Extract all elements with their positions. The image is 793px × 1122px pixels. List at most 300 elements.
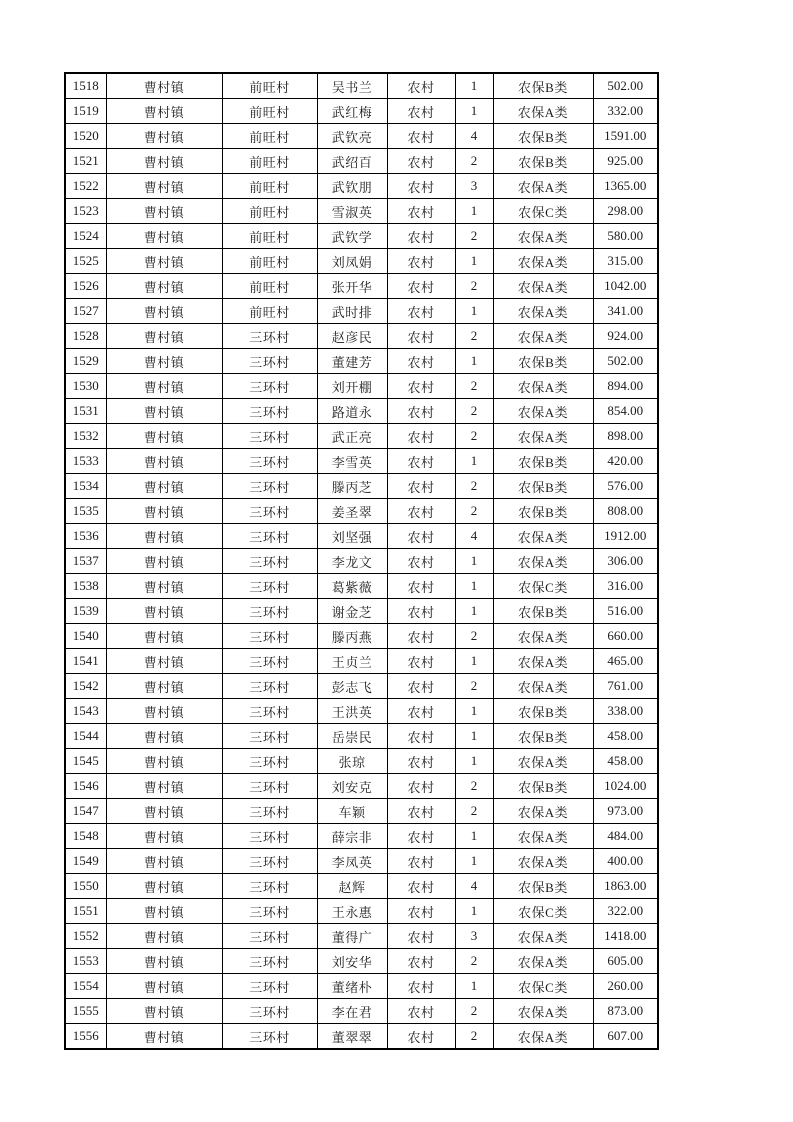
- cell-village: 前旺村: [222, 174, 317, 199]
- cell-person-name: 雪淑英: [317, 199, 387, 224]
- cell-person-name: 刘安华: [317, 949, 387, 974]
- cell-residence-type: 农村: [387, 624, 455, 649]
- table-row: [65, 974, 658, 999]
- cell-seq: 1527: [65, 299, 106, 324]
- cell-town: 曹村镇: [106, 699, 222, 724]
- cell-person-count: 1: [455, 249, 493, 274]
- cell-town: 曹村镇: [106, 73, 222, 99]
- cell-village: 三环村: [222, 874, 317, 899]
- cell-village: 前旺村: [222, 224, 317, 249]
- table-row: [65, 799, 658, 824]
- cell-town: 曹村镇: [106, 774, 222, 799]
- cell-town: 曹村镇: [106, 274, 222, 299]
- cell-insurance-category: 农保B类: [493, 774, 593, 799]
- cell-seq: 1538: [65, 574, 106, 599]
- cell-village: 三环村: [222, 899, 317, 924]
- cell-town: 曹村镇: [106, 599, 222, 624]
- table-row: [65, 524, 658, 549]
- cell-person-count: 2: [455, 399, 493, 424]
- cell-person-name: 薛宗非: [317, 824, 387, 849]
- cell-person-count: 2: [455, 499, 493, 524]
- cell-residence-type: 农村: [387, 949, 455, 974]
- cell-seq: 1543: [65, 699, 106, 724]
- table-row: [65, 999, 658, 1024]
- cell-village: 三环村: [222, 374, 317, 399]
- cell-amount: 1912.00: [593, 524, 658, 549]
- cell-person-name: 李龙文: [317, 549, 387, 574]
- cell-village: 三环村: [222, 799, 317, 824]
- cell-town: 曹村镇: [106, 174, 222, 199]
- cell-town: 曹村镇: [106, 99, 222, 124]
- cell-town: 曹村镇: [106, 449, 222, 474]
- cell-town: 曹村镇: [106, 324, 222, 349]
- cell-seq: 1537: [65, 549, 106, 574]
- cell-village: 三环村: [222, 974, 317, 999]
- cell-residence-type: 农村: [387, 999, 455, 1024]
- cell-person-count: 1: [455, 724, 493, 749]
- cell-amount: 502.00: [593, 73, 658, 99]
- table-row: [65, 474, 658, 499]
- cell-village: 三环村: [222, 474, 317, 499]
- cell-residence-type: 农村: [387, 424, 455, 449]
- cell-town: 曹村镇: [106, 674, 222, 699]
- cell-town: 曹村镇: [106, 724, 222, 749]
- table-row: [65, 73, 658, 99]
- cell-village: 三环村: [222, 774, 317, 799]
- cell-village: 前旺村: [222, 124, 317, 149]
- cell-amount: 315.00: [593, 249, 658, 274]
- cell-insurance-category: 农保B类: [493, 699, 593, 724]
- cell-village: 三环村: [222, 824, 317, 849]
- cell-person-count: 1: [455, 849, 493, 874]
- table-row: [65, 374, 658, 399]
- cell-village: 三环村: [222, 449, 317, 474]
- cell-seq: 1532: [65, 424, 106, 449]
- cell-person-count: 4: [455, 524, 493, 549]
- cell-town: 曹村镇: [106, 574, 222, 599]
- table-row: [65, 849, 658, 874]
- table-row: [65, 249, 658, 274]
- cell-residence-type: 农村: [387, 124, 455, 149]
- cell-village: 前旺村: [222, 99, 317, 124]
- cell-person-count: 2: [455, 374, 493, 399]
- cell-amount: 605.00: [593, 949, 658, 974]
- table-row: [65, 949, 658, 974]
- cell-village: 前旺村: [222, 199, 317, 224]
- cell-amount: 1863.00: [593, 874, 658, 899]
- cell-town: 曹村镇: [106, 649, 222, 674]
- cell-village: 三环村: [222, 324, 317, 349]
- cell-seq: 1547: [65, 799, 106, 824]
- cell-town: 曹村镇: [106, 524, 222, 549]
- cell-town: 曹村镇: [106, 149, 222, 174]
- cell-town: 曹村镇: [106, 899, 222, 924]
- table-row: [65, 149, 658, 174]
- cell-seq: 1519: [65, 99, 106, 124]
- cell-insurance-category: 农保B类: [493, 599, 593, 624]
- cell-person-count: 1: [455, 749, 493, 774]
- cell-residence-type: 农村: [387, 674, 455, 699]
- cell-person-count: 1: [455, 549, 493, 574]
- cell-village: 三环村: [222, 949, 317, 974]
- table-row: [65, 699, 658, 724]
- cell-residence-type: 农村: [387, 974, 455, 999]
- table-row: [65, 199, 658, 224]
- cell-person-count: 2: [455, 1024, 493, 1050]
- cell-seq: 1546: [65, 774, 106, 799]
- cell-village: 前旺村: [222, 73, 317, 99]
- cell-person-name: 滕丙燕: [317, 624, 387, 649]
- cell-residence-type: 农村: [387, 149, 455, 174]
- cell-insurance-category: 农保A类: [493, 274, 593, 299]
- cell-residence-type: 农村: [387, 724, 455, 749]
- cell-town: 曹村镇: [106, 974, 222, 999]
- cell-person-name: 吴书兰: [317, 73, 387, 99]
- cell-residence-type: 农村: [387, 874, 455, 899]
- cell-person-name: 武红梅: [317, 99, 387, 124]
- cell-seq: 1534: [65, 474, 106, 499]
- cell-insurance-category: 农保A类: [493, 999, 593, 1024]
- cell-person-name: 王永惠: [317, 899, 387, 924]
- cell-person-name: 刘安克: [317, 774, 387, 799]
- table-row: [65, 274, 658, 299]
- cell-seq: 1526: [65, 274, 106, 299]
- cell-residence-type: 农村: [387, 349, 455, 374]
- cell-amount: 1042.00: [593, 274, 658, 299]
- cell-amount: 316.00: [593, 574, 658, 599]
- cell-residence-type: 农村: [387, 799, 455, 824]
- cell-person-name: 武正亮: [317, 424, 387, 449]
- cell-seq: 1531: [65, 399, 106, 424]
- cell-village: 三环村: [222, 524, 317, 549]
- cell-amount: 761.00: [593, 674, 658, 699]
- cell-village: 前旺村: [222, 149, 317, 174]
- table-row: [65, 649, 658, 674]
- cell-residence-type: 农村: [387, 374, 455, 399]
- cell-amount: 898.00: [593, 424, 658, 449]
- cell-insurance-category: 农保B类: [493, 499, 593, 524]
- cell-town: 曹村镇: [106, 1024, 222, 1050]
- cell-insurance-category: 农保A类: [493, 299, 593, 324]
- cell-insurance-category: 农保A类: [493, 749, 593, 774]
- cell-town: 曹村镇: [106, 949, 222, 974]
- cell-residence-type: 农村: [387, 574, 455, 599]
- cell-amount: 465.00: [593, 649, 658, 674]
- cell-town: 曹村镇: [106, 849, 222, 874]
- cell-town: 曹村镇: [106, 124, 222, 149]
- cell-insurance-category: 农保A类: [493, 849, 593, 874]
- cell-person-name: 董翠翠: [317, 1024, 387, 1050]
- cell-town: 曹村镇: [106, 424, 222, 449]
- cell-insurance-category: 农保A类: [493, 924, 593, 949]
- cell-town: 曹村镇: [106, 474, 222, 499]
- cell-insurance-category: 农保A类: [493, 224, 593, 249]
- cell-insurance-category: 农保B类: [493, 474, 593, 499]
- cell-amount: 458.00: [593, 749, 658, 774]
- cell-seq: 1545: [65, 749, 106, 774]
- cell-residence-type: 农村: [387, 224, 455, 249]
- cell-insurance-category: 农保A类: [493, 624, 593, 649]
- cell-insurance-category: 农保A类: [493, 949, 593, 974]
- cell-amount: 973.00: [593, 799, 658, 824]
- table-row: [65, 1024, 658, 1050]
- cell-amount: 484.00: [593, 824, 658, 849]
- cell-amount: 660.00: [593, 624, 658, 649]
- cell-amount: 458.00: [593, 724, 658, 749]
- cell-residence-type: 农村: [387, 499, 455, 524]
- cell-town: 曹村镇: [106, 249, 222, 274]
- cell-person-name: 武钦朋: [317, 174, 387, 199]
- cell-person-name: 谢金芝: [317, 599, 387, 624]
- cell-town: 曹村镇: [106, 349, 222, 374]
- cell-person-name: 路道永: [317, 399, 387, 424]
- cell-person-name: 董建芳: [317, 349, 387, 374]
- cell-village: 三环村: [222, 674, 317, 699]
- cell-person-name: 岳崇民: [317, 724, 387, 749]
- cell-town: 曹村镇: [106, 999, 222, 1024]
- cell-residence-type: 农村: [387, 199, 455, 224]
- cell-residence-type: 农村: [387, 899, 455, 924]
- cell-amount: 1591.00: [593, 124, 658, 149]
- table-row: [65, 299, 658, 324]
- cell-village: 三环村: [222, 724, 317, 749]
- cell-person-count: 2: [455, 474, 493, 499]
- cell-town: 曹村镇: [106, 749, 222, 774]
- cell-person-count: 3: [455, 174, 493, 199]
- cell-seq: 1544: [65, 724, 106, 749]
- cell-amount: 924.00: [593, 324, 658, 349]
- cell-person-count: 3: [455, 924, 493, 949]
- cell-person-name: 武时排: [317, 299, 387, 324]
- cell-person-name: 王贞兰: [317, 649, 387, 674]
- cell-insurance-category: 农保A类: [493, 399, 593, 424]
- cell-insurance-category: 农保B类: [493, 724, 593, 749]
- cell-amount: 894.00: [593, 374, 658, 399]
- cell-insurance-category: 农保B类: [493, 349, 593, 374]
- cell-village: 三环村: [222, 999, 317, 1024]
- cell-person-name: 刘开棚: [317, 374, 387, 399]
- cell-seq: 1521: [65, 149, 106, 174]
- cell-amount: 260.00: [593, 974, 658, 999]
- cell-insurance-category: 农保A类: [493, 549, 593, 574]
- cell-amount: 298.00: [593, 199, 658, 224]
- cell-residence-type: 农村: [387, 699, 455, 724]
- cell-amount: 306.00: [593, 549, 658, 574]
- cell-person-count: 2: [455, 224, 493, 249]
- cell-person-count: 1: [455, 824, 493, 849]
- cell-residence-type: 农村: [387, 474, 455, 499]
- cell-insurance-category: 农保A类: [493, 424, 593, 449]
- cell-person-name: 李雪英: [317, 449, 387, 474]
- cell-amount: 607.00: [593, 1024, 658, 1050]
- table-row: [65, 899, 658, 924]
- cell-person-count: 1: [455, 199, 493, 224]
- cell-person-count: 1: [455, 699, 493, 724]
- cell-town: 曹村镇: [106, 299, 222, 324]
- cell-seq: 1553: [65, 949, 106, 974]
- cell-amount: 1418.00: [593, 924, 658, 949]
- cell-village: 三环村: [222, 399, 317, 424]
- cell-insurance-category: 农保A类: [493, 649, 593, 674]
- cell-insurance-category: 农保A类: [493, 824, 593, 849]
- cell-town: 曹村镇: [106, 624, 222, 649]
- cell-person-count: 1: [455, 449, 493, 474]
- cell-village: 三环村: [222, 699, 317, 724]
- cell-insurance-category: 农保A类: [493, 324, 593, 349]
- table-row: [65, 749, 658, 774]
- cell-insurance-category: 农保A类: [493, 674, 593, 699]
- cell-seq: 1539: [65, 599, 106, 624]
- cell-village: 三环村: [222, 624, 317, 649]
- cell-person-name: 武钦学: [317, 224, 387, 249]
- cell-town: 曹村镇: [106, 799, 222, 824]
- cell-amount: 854.00: [593, 399, 658, 424]
- cell-person-count: 2: [455, 799, 493, 824]
- cell-person-count: 2: [455, 424, 493, 449]
- table-row: [65, 674, 658, 699]
- cell-person-count: 1: [455, 574, 493, 599]
- cell-residence-type: 农村: [387, 749, 455, 774]
- cell-seq: 1536: [65, 524, 106, 549]
- cell-person-name: 张琼: [317, 749, 387, 774]
- cell-amount: 341.00: [593, 299, 658, 324]
- cell-person-name: 董得广: [317, 924, 387, 949]
- cell-person-name: 武绍百: [317, 149, 387, 174]
- cell-person-count: 2: [455, 274, 493, 299]
- table-row: [65, 774, 658, 799]
- cell-person-count: 2: [455, 149, 493, 174]
- cell-village: 三环村: [222, 1024, 317, 1050]
- cell-seq: 1525: [65, 249, 106, 274]
- cell-person-count: 2: [455, 949, 493, 974]
- cell-seq: 1518: [65, 73, 106, 99]
- cell-residence-type: 农村: [387, 449, 455, 474]
- cell-person-name: 赵辉: [317, 874, 387, 899]
- cell-town: 曹村镇: [106, 399, 222, 424]
- cell-seq: 1530: [65, 374, 106, 399]
- table-row: [65, 124, 658, 149]
- records-table-body: [65, 73, 658, 1049]
- cell-amount: 400.00: [593, 849, 658, 874]
- cell-residence-type: 农村: [387, 649, 455, 674]
- cell-seq: 1533: [65, 449, 106, 474]
- cell-village: 三环村: [222, 749, 317, 774]
- cell-village: 前旺村: [222, 274, 317, 299]
- cell-village: 三环村: [222, 349, 317, 374]
- cell-seq: 1523: [65, 199, 106, 224]
- table-row: [65, 399, 658, 424]
- cell-seq: 1550: [65, 874, 106, 899]
- cell-amount: 1365.00: [593, 174, 658, 199]
- cell-amount: 925.00: [593, 149, 658, 174]
- cell-person-name: 刘凤娟: [317, 249, 387, 274]
- cell-person-count: 2: [455, 324, 493, 349]
- cell-village: 三环村: [222, 599, 317, 624]
- cell-amount: 1024.00: [593, 774, 658, 799]
- cell-seq: 1541: [65, 649, 106, 674]
- cell-insurance-category: 农保A类: [493, 524, 593, 549]
- cell-person-count: 4: [455, 874, 493, 899]
- cell-person-name: 李凤英: [317, 849, 387, 874]
- cell-village: 三环村: [222, 574, 317, 599]
- table-row: [65, 349, 658, 374]
- table-row: [65, 549, 658, 574]
- cell-town: 曹村镇: [106, 224, 222, 249]
- cell-seq: 1520: [65, 124, 106, 149]
- cell-person-name: 彭志飞: [317, 674, 387, 699]
- cell-amount: 502.00: [593, 349, 658, 374]
- cell-person-count: 1: [455, 99, 493, 124]
- cell-amount: 420.00: [593, 449, 658, 474]
- cell-person-count: 1: [455, 349, 493, 374]
- cell-residence-type: 农村: [387, 599, 455, 624]
- cell-person-name: 姜圣翠: [317, 499, 387, 524]
- cell-town: 曹村镇: [106, 824, 222, 849]
- cell-town: 曹村镇: [106, 499, 222, 524]
- cell-person-name: 车颖: [317, 799, 387, 824]
- cell-seq: 1529: [65, 349, 106, 374]
- cell-person-name: 张开华: [317, 274, 387, 299]
- cell-person-count: 1: [455, 899, 493, 924]
- cell-person-count: 1: [455, 73, 493, 99]
- cell-person-count: 1: [455, 974, 493, 999]
- cell-amount: 516.00: [593, 599, 658, 624]
- cell-town: 曹村镇: [106, 549, 222, 574]
- table-row: [65, 874, 658, 899]
- cell-person-name: 刘坚强: [317, 524, 387, 549]
- cell-residence-type: 农村: [387, 249, 455, 274]
- cell-residence-type: 农村: [387, 324, 455, 349]
- table-row: [65, 324, 658, 349]
- cell-insurance-category: 农保C类: [493, 899, 593, 924]
- cell-town: 曹村镇: [106, 874, 222, 899]
- cell-town: 曹村镇: [106, 924, 222, 949]
- cell-insurance-category: 农保B类: [493, 874, 593, 899]
- table-row: [65, 574, 658, 599]
- table-row: [65, 599, 658, 624]
- cell-person-name: 葛紫薇: [317, 574, 387, 599]
- table-row: [65, 624, 658, 649]
- cell-village: 三环村: [222, 424, 317, 449]
- cell-village: 三环村: [222, 924, 317, 949]
- cell-village: 三环村: [222, 649, 317, 674]
- cell-seq: 1535: [65, 499, 106, 524]
- table-row: [65, 449, 658, 474]
- cell-insurance-category: 农保A类: [493, 1024, 593, 1050]
- cell-seq: 1556: [65, 1024, 106, 1050]
- cell-residence-type: 农村: [387, 774, 455, 799]
- cell-amount: 332.00: [593, 99, 658, 124]
- cell-amount: 873.00: [593, 999, 658, 1024]
- cell-residence-type: 农村: [387, 849, 455, 874]
- cell-seq: 1551: [65, 899, 106, 924]
- table-row: [65, 924, 658, 949]
- cell-residence-type: 农村: [387, 399, 455, 424]
- cell-village: 前旺村: [222, 299, 317, 324]
- cell-person-count: 2: [455, 999, 493, 1024]
- table-row: [65, 824, 658, 849]
- cell-residence-type: 农村: [387, 549, 455, 574]
- cell-person-count: 1: [455, 649, 493, 674]
- cell-person-count: 1: [455, 299, 493, 324]
- cell-seq: 1548: [65, 824, 106, 849]
- cell-village: 三环村: [222, 849, 317, 874]
- cell-residence-type: 农村: [387, 274, 455, 299]
- cell-seq: 1555: [65, 999, 106, 1024]
- cell-residence-type: 农村: [387, 924, 455, 949]
- cell-insurance-category: 农保C类: [493, 199, 593, 224]
- table-row: [65, 99, 658, 124]
